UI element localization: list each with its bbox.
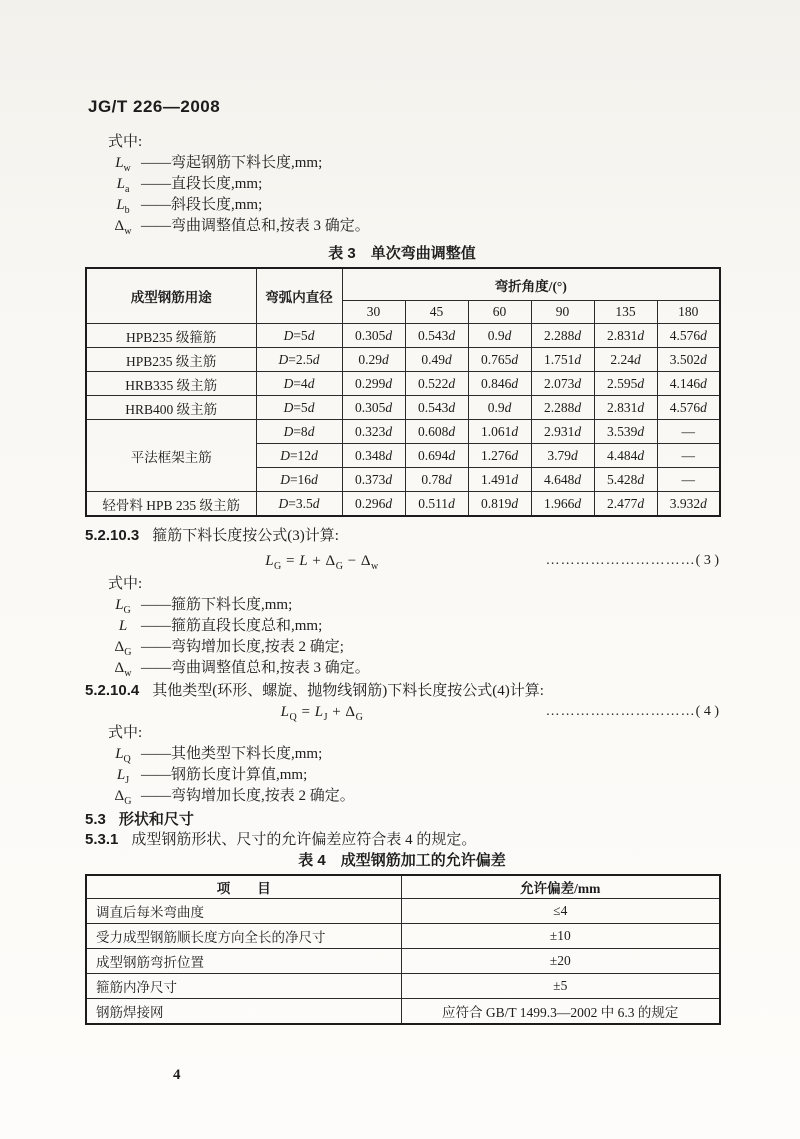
symbol-description: ——直段长度,mm; bbox=[141, 176, 263, 192]
adjustment-value-cell: 0.543d bbox=[405, 396, 468, 420]
symbol: $\Delta_w$ bbox=[114, 660, 132, 679]
page-number: 4 bbox=[173, 1067, 181, 1083]
table3-header-row1 bbox=[86, 268, 720, 301]
inner-diameter-cell: D=2.5d bbox=[256, 348, 342, 372]
symbol: $L_a$ bbox=[116, 176, 130, 195]
table4-header-row bbox=[86, 875, 720, 899]
item-cell: 钢筋焊接网 bbox=[86, 999, 401, 1025]
adjustment-value-cell: 1.751d bbox=[531, 348, 594, 372]
tolerance-cell: 应符合 GB/T 1499.3—2002 中 6.3 的规定 bbox=[401, 999, 720, 1025]
angle-header: 30 bbox=[342, 301, 405, 324]
symbol-definition bbox=[105, 744, 719, 765]
symbol: $L_w$ bbox=[115, 155, 131, 174]
clause-number: 5.2.10.4 bbox=[85, 682, 140, 699]
table4-allowable-deviation bbox=[85, 874, 721, 1025]
symbol-definition bbox=[105, 195, 719, 216]
symbol-description: ——弯起钢筋下料长度,mm; bbox=[141, 155, 323, 171]
adjustment-value-cell: 2.24d bbox=[594, 348, 657, 372]
formula-4-number bbox=[546, 701, 719, 723]
notes-items bbox=[85, 153, 719, 237]
formula-tag-label: ( 4 ) bbox=[695, 704, 719, 719]
symbol-description: ——钢筋长度计算值,mm; bbox=[141, 767, 308, 783]
symbol-description: ——其他类型下料长度,mm; bbox=[141, 746, 323, 762]
tolerance-cell: ±20 bbox=[401, 949, 720, 974]
symbol-definition bbox=[105, 637, 719, 658]
formula-3-expression: $L_G = L + \Delta_G - \Delta_w$ bbox=[265, 553, 379, 572]
symbol-description: ——弯钩增加长度,按表 2 确定。 bbox=[141, 788, 355, 804]
table3-body bbox=[86, 324, 720, 517]
symbol: $L_J$ bbox=[116, 767, 130, 786]
adjustment-value-cell: 0.846d bbox=[468, 372, 531, 396]
adjustment-value-cell: 2.931d bbox=[531, 420, 594, 444]
adjustment-value-cell: 0.543d bbox=[405, 324, 468, 348]
symbol: L bbox=[118, 618, 128, 634]
adjustment-value-cell: 3.79d bbox=[531, 444, 594, 468]
formula-3-row bbox=[85, 550, 719, 572]
table3-row bbox=[86, 492, 720, 517]
adjustment-value-cell: 4.576d bbox=[657, 324, 720, 348]
symbol: $L_Q$ bbox=[115, 746, 131, 765]
adjustment-value-cell: 0.296d bbox=[342, 492, 405, 517]
adjustment-value-cell: 0.522d bbox=[405, 372, 468, 396]
inner-diameter-cell: D=16d bbox=[256, 468, 342, 492]
clause-title: 形状和尺寸 bbox=[118, 811, 194, 828]
inner-diameter-cell: D=5d bbox=[256, 324, 342, 348]
symbol-definition bbox=[105, 174, 719, 195]
adjustment-value-cell: 4.146d bbox=[657, 372, 720, 396]
adjustment-value-cell: 1.491d bbox=[468, 468, 531, 492]
angle-header: 60 bbox=[468, 301, 531, 324]
angle-header: 135 bbox=[594, 301, 657, 324]
adjustment-value-cell: 0.819d bbox=[468, 492, 531, 517]
table3-row bbox=[86, 420, 720, 444]
col-header-diameter: 弯弧内直径 bbox=[256, 268, 342, 324]
adjustment-value-cell: 4.484d bbox=[594, 444, 657, 468]
adjustment-value-cell: 0.9d bbox=[468, 396, 531, 420]
item-cell: 调直后每米弯曲度 bbox=[86, 899, 401, 924]
adjustment-value-cell: 0.305d bbox=[342, 396, 405, 420]
clause-text: 其他类型(环形、螺旋、抛物线钢筋)下料长度按公式(4)计算: bbox=[152, 683, 544, 699]
tolerance-cell: ≤4 bbox=[401, 899, 720, 924]
adjustment-value-cell: 0.78d bbox=[405, 468, 468, 492]
symbol: $L_b$ bbox=[116, 197, 130, 216]
symbol-description: ——弯曲调整值总和,按表 3 确定。 bbox=[141, 218, 370, 234]
adjustment-value-cell: 3.932d bbox=[657, 492, 720, 517]
adjustment-value-cell: 0.305d bbox=[342, 324, 405, 348]
adjustment-value-cell: — bbox=[657, 444, 720, 468]
col-header-tolerance: 允许偏差/mm bbox=[401, 875, 720, 899]
clause-5-2-10-3 bbox=[85, 526, 719, 546]
formula-4-expression: $L_Q = L_J + \Delta_G$ bbox=[280, 704, 364, 723]
table3-row bbox=[86, 324, 720, 348]
adjustment-value-cell: — bbox=[657, 420, 720, 444]
angle-header: 45 bbox=[405, 301, 468, 324]
formula2-symbol-notes bbox=[85, 132, 719, 237]
clause-5-3-heading bbox=[85, 810, 719, 830]
symbol-definition bbox=[105, 595, 719, 616]
table4-row bbox=[86, 924, 720, 949]
symbol: $\Delta_w$ bbox=[114, 218, 132, 237]
symbol-description: ——弯钩增加长度,按表 2 确定; bbox=[141, 639, 344, 655]
adjustment-value-cell: 2.288d bbox=[531, 396, 594, 420]
rebar-use-cell: HPB235 级箍筋 bbox=[86, 324, 256, 348]
tolerance-cell: ±5 bbox=[401, 974, 720, 999]
symbol-description: ——箍筋下料长度,mm; bbox=[141, 597, 293, 613]
inner-diameter-cell: D=12d bbox=[256, 444, 342, 468]
adjustment-value-cell: 2.831d bbox=[594, 324, 657, 348]
clause-number: 5.2.10.3 bbox=[85, 527, 140, 544]
clause-number: 5.3.1 bbox=[85, 831, 119, 848]
formula4-symbol-notes bbox=[85, 723, 719, 807]
table3-row bbox=[86, 396, 720, 420]
notes-label: 式中: bbox=[108, 576, 143, 592]
inner-diameter-cell: D=4d bbox=[256, 372, 342, 396]
table4-row bbox=[86, 999, 720, 1025]
inner-diameter-cell: D=3.5d bbox=[256, 492, 342, 517]
table4-caption: 表 4 成型钢筋加工的允许偏差 bbox=[298, 852, 506, 869]
notes-items bbox=[85, 595, 719, 679]
adjustment-value-cell: 0.29d bbox=[342, 348, 405, 372]
inner-diameter-cell: D=5d bbox=[256, 396, 342, 420]
col-header-use: 成型钢筋用途 bbox=[86, 268, 256, 324]
adjustment-value-cell: 0.765d bbox=[468, 348, 531, 372]
formula-4-row bbox=[85, 701, 719, 723]
adjustment-value-cell: 0.608d bbox=[405, 420, 468, 444]
adjustment-value-cell: 0.9d bbox=[468, 324, 531, 348]
table4-body bbox=[86, 899, 720, 1025]
adjustment-value-cell: 0.373d bbox=[342, 468, 405, 492]
adjustment-value-cell: 1.276d bbox=[468, 444, 531, 468]
adjustment-value-cell: 2.288d bbox=[531, 324, 594, 348]
symbol-description: ——箍筋直段长度总和,mm; bbox=[141, 618, 323, 634]
standard-code: JG/T 226—2008 bbox=[88, 97, 221, 116]
col-header-item: 项 目 bbox=[86, 875, 401, 899]
col-header-angle-group: 弯折角度/(°) bbox=[342, 268, 720, 301]
symbol-definition bbox=[105, 153, 719, 174]
adjustment-value-cell: 3.539d bbox=[594, 420, 657, 444]
table3-caption: 表 3 单次弯曲调整值 bbox=[328, 245, 476, 262]
clause-5-2-10-4 bbox=[85, 681, 719, 701]
rebar-use-cell: HRB400 级主筋 bbox=[86, 396, 256, 420]
item-cell: 箍筋内净尺寸 bbox=[86, 974, 401, 999]
symbol-definition bbox=[105, 786, 719, 807]
clause-text: 箍筋下料长度按公式(3)计算: bbox=[152, 528, 339, 544]
angle-header: 180 bbox=[657, 301, 720, 324]
tolerance-cell: ±10 bbox=[401, 924, 720, 949]
adjustment-value-cell: 0.694d bbox=[405, 444, 468, 468]
notes-items bbox=[85, 744, 719, 807]
dot-leader: ………………………… bbox=[545, 553, 696, 568]
table3-single-bend-adjustment bbox=[85, 267, 721, 517]
adjustment-value-cell: 2.595d bbox=[594, 372, 657, 396]
angle-header: 90 bbox=[531, 301, 594, 324]
adjustment-value-cell: 2.831d bbox=[594, 396, 657, 420]
adjustment-value-cell: 4.576d bbox=[657, 396, 720, 420]
adjustment-value-cell: — bbox=[657, 468, 720, 492]
adjustment-value-cell: 0.49d bbox=[405, 348, 468, 372]
adjustment-value-cell: 5.428d bbox=[594, 468, 657, 492]
dot-leader: ………………………… bbox=[545, 704, 696, 719]
adjustment-value-cell: 2.477d bbox=[594, 492, 657, 517]
table3-row bbox=[86, 348, 720, 372]
table4-row bbox=[86, 974, 720, 999]
adjustment-value-cell: 1.966d bbox=[531, 492, 594, 517]
formula3-symbol-notes bbox=[85, 574, 719, 679]
adjustment-value-cell: 3.502d bbox=[657, 348, 720, 372]
adjustment-value-cell: 0.348d bbox=[342, 444, 405, 468]
clause-number: 5.3 bbox=[85, 811, 106, 828]
notes-label: 式中: bbox=[108, 134, 143, 150]
adjustment-value-cell: 0.323d bbox=[342, 420, 405, 444]
symbol: $\Delta_G$ bbox=[114, 639, 132, 658]
inner-diameter-cell: D=8d bbox=[256, 420, 342, 444]
rebar-use-cell: HPB235 级主筋 bbox=[86, 348, 256, 372]
formula-tag-label: ( 3 ) bbox=[695, 553, 719, 568]
adjustment-value-cell: 1.061d bbox=[468, 420, 531, 444]
symbol: $L_G$ bbox=[115, 597, 131, 616]
clause-text: 成型钢筋形状、尺寸的允许偏差应符合表 4 的规定。 bbox=[131, 832, 477, 848]
page-content bbox=[85, 132, 719, 1084]
adjustment-value-cell: 0.299d bbox=[342, 372, 405, 396]
symbol-definition bbox=[105, 658, 719, 679]
table4-row bbox=[86, 899, 720, 924]
symbol-description: ——斜段长度,mm; bbox=[141, 197, 263, 213]
table4-row bbox=[86, 949, 720, 974]
adjustment-value-cell: 4.648d bbox=[531, 468, 594, 492]
symbol: $\Delta_G$ bbox=[114, 788, 132, 807]
notes-label: 式中: bbox=[108, 725, 143, 741]
symbol-description: ——弯曲调整值总和,按表 3 确定。 bbox=[141, 660, 370, 676]
clause-5-3-1 bbox=[85, 830, 719, 850]
symbol-definition bbox=[105, 616, 719, 637]
adjustment-value-cell: 2.073d bbox=[531, 372, 594, 396]
rebar-use-cell: HRB335 级主筋 bbox=[86, 372, 256, 396]
formula-3-number bbox=[546, 550, 719, 572]
rebar-use-cell: 平法框架主筋 bbox=[86, 420, 256, 492]
rebar-use-cell: 轻骨料 HPB 235 级主筋 bbox=[86, 492, 256, 517]
symbol-definition bbox=[105, 216, 719, 237]
item-cell: 成型钢筋弯折位置 bbox=[86, 949, 401, 974]
table3-row bbox=[86, 372, 720, 396]
adjustment-value-cell: 0.511d bbox=[405, 492, 468, 517]
item-cell: 受力成型钢筋顺长度方向全长的净尺寸 bbox=[86, 924, 401, 949]
symbol-definition bbox=[105, 765, 719, 786]
